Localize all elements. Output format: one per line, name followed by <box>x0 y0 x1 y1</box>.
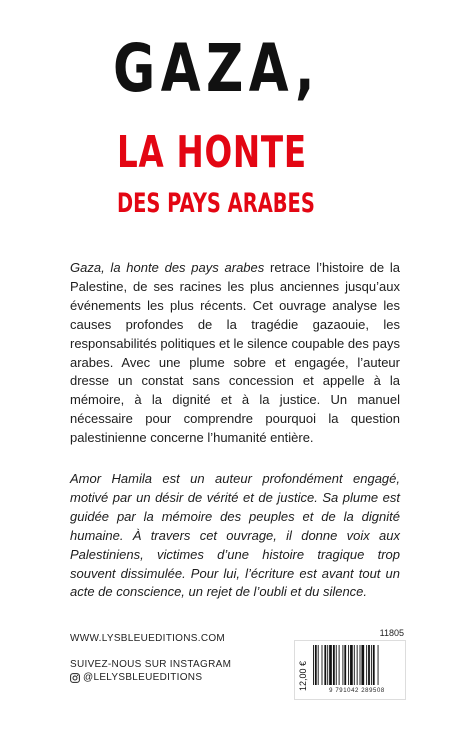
instagram-handle-row[interactable] <box>70 672 202 683</box>
follow-label: SUIVEZ-NOUS SUR INSTAGRAM <box>70 659 232 670</box>
title-line-2: LA HONTE <box>117 127 307 178</box>
barcode-box <box>294 640 406 700</box>
summary-paragraph <box>70 259 400 448</box>
title-line-3: DES PAYS ARABES <box>117 188 315 219</box>
barcode-bars <box>312 645 402 687</box>
instagram-handle: @LELYSBLEUEDITIONS <box>83 672 203 683</box>
summary-text: retrace l’histoire de la Palestine, de ses racines les plus anciennes jusqu’aux événements les plus récents. Cet ouvrage analyse les causes profondes de la tragédie gazaouie, les responsabilités politiques et le silence coupable des pays arabes. Avec une plume sobre et engagée, l’auteur dresse un constat sans concession et appelle à la mémoire, à la dignité et à la justice. Un manuel nécessaire pour comprendre pourquoi la question palestinienne concerne l’humanité entière. <box>70 260 400 446</box>
website-link[interactable]: WWW.LYSBLEUEDITIONS.COM <box>70 633 226 644</box>
isbn-digits: 9 791042 289508 <box>329 688 385 694</box>
title-line-1: GAZA, <box>113 30 321 107</box>
barcode-area <box>294 628 406 700</box>
instagram-icon <box>70 673 80 683</box>
price-label: 12,00 € <box>298 660 308 692</box>
author-bio: Amor Hamila est un auteur profondément engagé, motivé par un désir de vérité et de justice. Sa plume est guidée par la mémoire des peuples et de la dignité humaine. À travers cet ouvrage, il donne voix aux Palestiniens, victimes d’une histoire tragique trop souvent dissimulée. Pour lui, l’écriture est avant tout un acte de conscience, un rejet de l’oubli et du silence. <box>70 471 400 600</box>
summary-book-title: Gaza, la honte des pays arabes <box>70 260 265 275</box>
product-code: 11805 <box>379 628 404 638</box>
